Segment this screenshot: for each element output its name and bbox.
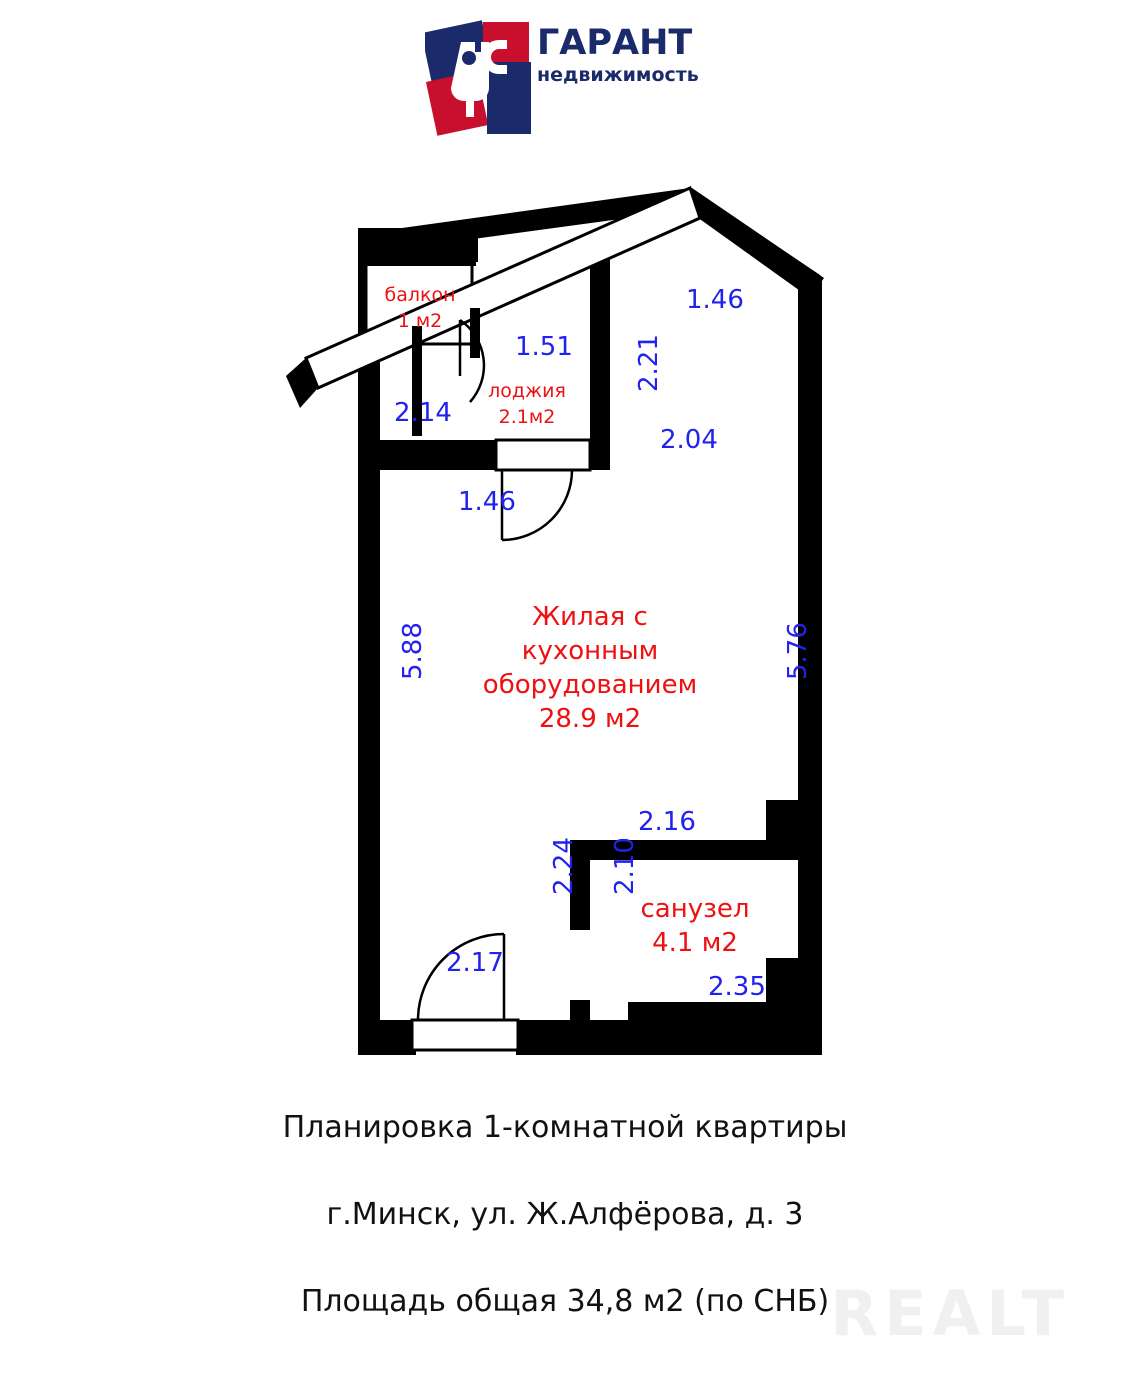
dim-bottom-2-17: 2.17 <box>446 948 504 978</box>
dim-wall-2-21: 2.21 <box>634 334 664 392</box>
floorplan-drawing <box>0 140 1130 1100</box>
dim-top-right: 1.46 <box>686 285 744 315</box>
realt-watermark: REALT <box>830 1277 1070 1350</box>
dim-left-5-88: 5.88 <box>398 622 428 680</box>
logo-title: ГАРАНТ <box>537 23 693 63</box>
dim-wall-2-04: 2.04 <box>660 425 718 455</box>
caption-line-1: Планировка 1-комнатной квартиры <box>282 1110 848 1145</box>
room-label-bathroom <box>620 892 770 960</box>
living-kitchen-area: 28.9 м2 <box>538 704 642 734</box>
dim-right-5-76: 5.76 <box>783 622 813 680</box>
bathroom-name: санузел <box>640 894 750 924</box>
loggia-area: 2.1м2 <box>498 406 556 428</box>
caption-line-3: Площадь общая 34,8 м2 (по СНБ) <box>300 1284 830 1319</box>
logo-subtitle: недвижимость <box>537 64 699 86</box>
dim-loggia-width: 1.51 <box>515 332 573 362</box>
room-label-living-kitchen <box>440 600 740 736</box>
living-kitchen-line2: кухонным <box>521 636 659 666</box>
loggia-name: лоджия <box>488 380 566 402</box>
balcony-area: 1 м2 <box>397 310 443 332</box>
balcony-name: балкон <box>384 284 456 306</box>
room-label-loggia <box>462 378 592 430</box>
bathroom-door-opening <box>570 930 590 1000</box>
dim-bath-bottom-2-35: 2.35 <box>708 972 766 1002</box>
living-kitchen-line1: Жилая с <box>532 602 648 632</box>
dim-door-1-46: 1.46 <box>458 487 516 517</box>
logo-text-block <box>537 24 707 86</box>
garant-key-logo-icon <box>425 18 535 138</box>
dim-bath-top-2-16: 2.16 <box>638 807 696 837</box>
dim-bath-inner-2-10: 2.10 <box>610 837 640 895</box>
living-kitchen-line3: оборудованием <box>482 670 698 700</box>
caption-line-2: г.Минск, ул. Ж.Алфёрова, д. 3 <box>326 1197 804 1232</box>
bathroom-area: 4.1 м2 <box>652 928 738 958</box>
dim-bath-left-2-24: 2.24 <box>549 837 579 895</box>
company-logo <box>425 10 705 140</box>
dim-loggia-left: 2.14 <box>394 398 452 428</box>
room-label-balcony <box>360 282 480 334</box>
